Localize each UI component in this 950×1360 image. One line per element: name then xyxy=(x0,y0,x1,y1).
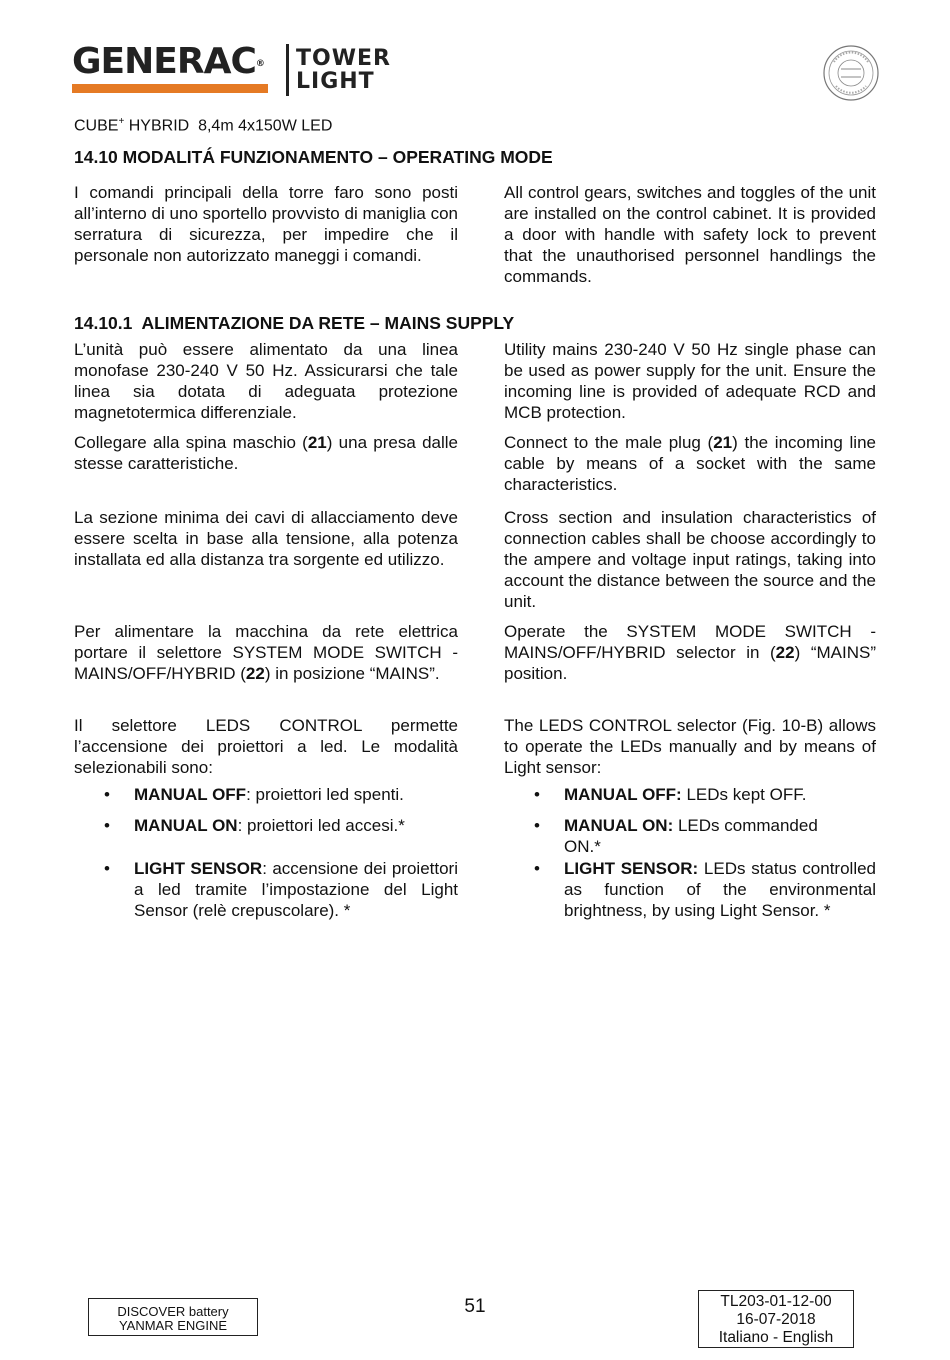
paragraph-en: The LEDS CONTROL selector (Fig. 10-B) allows to operate the LEDs manually and by means of Light sensor: xyxy=(504,716,876,777)
paragraph-it: Collegare alla spina maschio (21) una presa dalle stesse caratteristiche. xyxy=(74,433,458,473)
bullet-dot: • xyxy=(534,859,540,878)
list-item: MANUAL ON: proiettori led accesi.* xyxy=(134,816,405,835)
registered-mark: ® xyxy=(255,59,264,69)
document-date: 16-07-2018 xyxy=(736,1311,816,1328)
certification-seal-icon xyxy=(822,44,880,102)
bullet-dot: • xyxy=(104,785,110,804)
paragraph-en: Operate the SYSTEM MODE SWITCH - MAINS/OFF/HYBRID selector in (22) “MAINS” position. xyxy=(504,622,876,683)
paragraph-it: La sezione minima dei cavi di allacciamento deve essere scelta in base alla tensione, alla potenza installata ed alla distanza tra sorgente ed utilizzo. xyxy=(74,508,458,569)
paragraph-it: Il selettore LEDS CONTROL permette l’accensione dei proiettori a led. Le modalità selezionabili sono: xyxy=(74,716,458,777)
generac-logo xyxy=(72,41,432,98)
paragraph-it: Per alimentare la macchina da rete elettrica portare il selettore SYSTEM MODE SWITCH - MAINS/OFF/HYBRID (22) in posizione “MAINS”. xyxy=(74,622,458,683)
list-item: MANUAL OFF: LEDs kept OFF. xyxy=(564,785,807,804)
page-number: 51 xyxy=(464,1296,486,1317)
list-item: LIGHT SENSOR: LEDs status controlled as function of the environmental brightness, by using Light Sensor. * xyxy=(564,859,877,920)
section-title-mains-supply: 14.10.1 ALIMENTAZIONE DA RETE – MAINS SUPPLY xyxy=(74,313,515,333)
logo-word: GENERAC xyxy=(72,41,256,82)
bullet-dot: • xyxy=(104,859,110,878)
logo-tower-text: TOWER xyxy=(296,46,391,71)
logo-light-text: LIGHT xyxy=(296,69,375,94)
paragraph-it: I comandi principali della torre faro sono posti all’interno di uno sportello provvisto di maniglia con serratura di sicurezza, per impedire che il personale non autorizzato maneggi i comandi. xyxy=(74,183,458,265)
list-item: MANUAL OFF: proiettori led spenti. xyxy=(134,785,404,804)
paragraph-en: All control gears, switches and toggles of the unit are installed on the control cabinet. It is provided a door with handle with safety lock to prevent that the unauthorised personnel handlings the commands. xyxy=(504,183,876,286)
paragraph-en: Utility mains 230-240 V 50 Hz single phase can be used as power supply for the unit. Ensure the incoming line is provided of adequate RCD and MCB protection. xyxy=(504,340,876,422)
paragraph-en: Connect to the male plug (21) the incoming line cable by means of a socket with the same characteristics. xyxy=(504,433,876,494)
footer-document-box xyxy=(698,1290,854,1348)
paragraph-en: Cross section and insulation characteristics of connection cables shall be choose accordingly to the ampere and voltage input ratings, taking into account the distance between the source and the unit. xyxy=(504,508,876,611)
bullet-dot: • xyxy=(104,816,110,835)
paragraph-it: L’unità può essere alimentato da una linea monofase 230-240 V 50 Hz. Assicurarsi che tale linea sia dotata di adeguata protezione magnetotermica differenziale. xyxy=(74,340,458,422)
logo-divider xyxy=(286,44,289,96)
logo-orange-bar xyxy=(72,84,268,93)
footer-variant-box: DISCOVER battery YANMAR ENGINE xyxy=(88,1298,258,1336)
list-item: MANUAL ON: LEDs commanded ON.* xyxy=(564,816,818,856)
bullet-dot: • xyxy=(534,785,540,804)
bullet-dot: • xyxy=(534,816,540,835)
model-line: CUBE+ HYBRID 8,4m 4x150W LED xyxy=(74,116,333,135)
section-title-operating-mode: 14.10 MODALITÁ FUNZIONAMENTO – OPERATING MODE xyxy=(74,147,553,167)
list-item: LIGHT SENSOR: accensione dei proiettori a led tramite l’impostazione del Light Sensor (relè crepuscolare). * xyxy=(134,859,458,920)
document-code: TL203-01-12-00 xyxy=(720,1293,832,1310)
document-languages: Italiano - English xyxy=(718,1329,834,1346)
